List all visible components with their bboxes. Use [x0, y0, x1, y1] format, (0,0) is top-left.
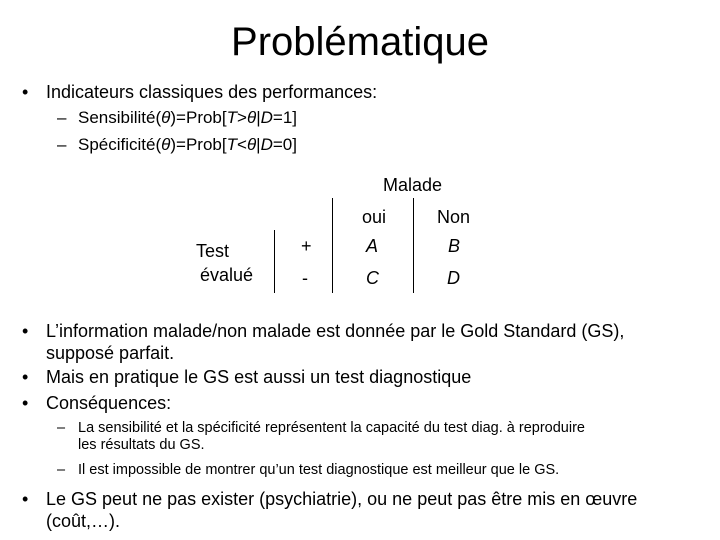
- bullet-text-line2: (coût,…).: [46, 511, 121, 531]
- formula-part: |: [256, 108, 261, 127]
- bullet-text-line2: supposé parfait.: [46, 343, 175, 363]
- table-col-non: Non: [437, 207, 471, 227]
- sub-bullet-text: Il est impossible de montrer qu’un test diagnostique est meilleur que le GS.: [78, 462, 560, 478]
- table-divider-left: [274, 230, 275, 293]
- table-divider-right: [413, 198, 414, 293]
- bullet-marker: •: [22, 367, 29, 387]
- formula-part: Spécificité(: [78, 135, 162, 154]
- bullet-text-line1: L’information malade/non malade est donnée par le Gold Standard (GS),: [46, 321, 625, 341]
- formula-part: )=Prob[: [170, 135, 227, 154]
- bullet-marker: •: [22, 82, 29, 102]
- formula-specificite: [78, 134, 297, 155]
- variable-t: T: [226, 135, 237, 154]
- sub-bullet-text-line2: les résultats du GS.: [78, 437, 205, 453]
- operator: <: [237, 135, 247, 154]
- table-cell-c: C: [366, 268, 379, 288]
- bullet-text: Mais en pratique le GS est aussi un test diagnostique: [46, 367, 472, 387]
- slide-title: Problématique: [231, 20, 489, 64]
- table-cell-b: B: [448, 236, 461, 256]
- bullet-text-line1: Le GS peut ne pas exister (psychiatrie), ou ne peut pas être mis en œuvre: [46, 489, 638, 509]
- formula-sensibilite: [78, 107, 297, 128]
- formula-part: =0]: [272, 135, 297, 154]
- theta-symbol: θ: [161, 108, 171, 127]
- formula-part: =1]: [272, 108, 297, 127]
- theta-symbol: θ: [246, 135, 257, 154]
- bullet-marker: •: [22, 489, 29, 509]
- formula-part: Sensibilité(: [78, 108, 162, 127]
- table-cell-d: D: [447, 268, 460, 288]
- dash-marker: –: [57, 420, 66, 436]
- operator: >: [237, 108, 247, 127]
- dash-marker: –: [57, 108, 67, 127]
- table-row-label-evalue: évalué: [200, 265, 254, 285]
- theta-symbol: θ: [161, 135, 171, 154]
- variable-d: D: [260, 135, 273, 154]
- variable-d: D: [260, 108, 273, 127]
- table-row-label-test: Test: [196, 241, 230, 261]
- table-row-plus: +: [301, 236, 312, 256]
- formula-part: |: [256, 135, 261, 154]
- table-row-minus: -: [302, 268, 308, 288]
- table-divider-center: [332, 198, 333, 293]
- bullet-text: Indicateurs classiques des performances:: [46, 82, 378, 102]
- dash-marker: –: [57, 135, 67, 154]
- bullet-marker: •: [22, 393, 29, 413]
- sub-bullet-text-line1: La sensibilité et la spécificité représentent la capacité du test diag. à reproduire: [78, 420, 585, 436]
- bullet-text: Conséquences:: [46, 393, 172, 413]
- dash-marker: –: [57, 462, 66, 478]
- formula-part: )=Prob[: [170, 108, 227, 127]
- variable-t: T: [226, 108, 238, 127]
- table-cell-a: A: [366, 236, 379, 256]
- table-col-oui: oui: [362, 207, 387, 227]
- bullet-marker: •: [22, 321, 29, 341]
- theta-symbol: θ: [246, 108, 257, 127]
- table-header-malade: Malade: [383, 175, 443, 195]
